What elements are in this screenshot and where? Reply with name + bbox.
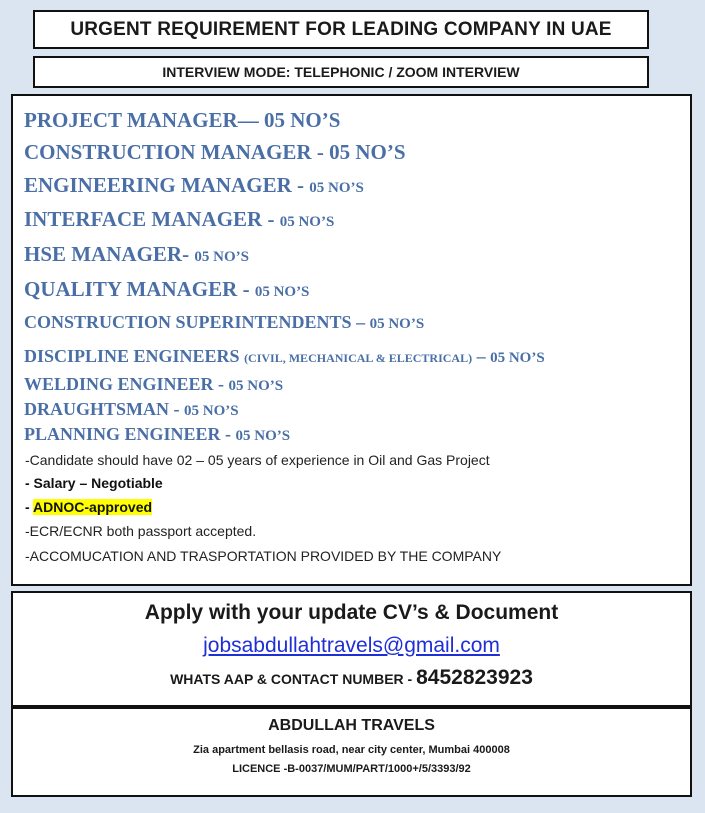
contact-line [13, 666, 690, 690]
note-experience: -Candidate should have 02 – 05 years of experience in Oil and Gas Project [25, 452, 490, 468]
company-licence: LICENCE -B-0037/MUM/PART/1000+/5/3393/92 [232, 763, 471, 775]
job-engineering-manager: ENGINEERING MANAGER - 05 NO’S [24, 173, 364, 197]
job-planning-engineer: PLANNING ENGINEER - 05 NO’S [24, 424, 291, 444]
note-adnoc: - ADNOC-approved [25, 499, 153, 515]
note-accommodation: -ACCOMUCATION AND TRASPORTATION PROVIDED BY THE COMPANY [25, 548, 502, 564]
contact-label: WHATS AAP & CONTACT NUMBER - [170, 671, 417, 687]
note-salary: - Salary – Negotiable [25, 475, 163, 491]
interview-mode: INTERVIEW MODE: TELEPHONIC / ZOOM INTERVIEW [162, 64, 520, 80]
adnoc-highlight: ADNOC-approved [33, 499, 153, 515]
company-address: Zia apartment bellasis road, near city center, Mumbai 400008 [193, 744, 510, 756]
job-construction-manager: CONSTRUCTION MANAGER - 05 NO’S [24, 140, 406, 164]
contact-number: 8452823923 [416, 666, 533, 689]
job-quality-manager: QUALITY MANAGER - 05 NO’S [24, 277, 310, 301]
page-title: URGENT REQUIREMENT FOR LEADING COMPANY IN UAE [70, 18, 612, 40]
interview-mode-banner [33, 56, 649, 88]
apply-heading: Apply with your update CV’s & Document [144, 601, 559, 624]
job-project-manager: PROJECT MANAGER— 05 NO’S [24, 108, 341, 132]
email-link[interactable]: jobsabdullahtravels@gmail.com [203, 634, 500, 657]
job-hse-manager: HSE MANAGER- 05 NO’S [24, 242, 249, 266]
title-banner [33, 10, 649, 49]
job-construction-superintendents: CONSTRUCTION SUPERINTENDENTS – 05 NO’S [24, 312, 425, 332]
jobs-panel [11, 94, 692, 586]
company-panel [11, 707, 692, 797]
job-draughtsman: DRAUGHTSMAN - 05 NO’S [24, 399, 239, 419]
company-name: ABDULLAH TRAVELS [268, 717, 435, 734]
job-discipline-engineers: DISCIPLINE ENGINEERS (CIVIL, MECHANICAL & ELECTRICAL) – 05 NO’S [24, 346, 545, 366]
apply-panel [11, 591, 692, 707]
job-welding-engineer: WELDING ENGINEER - 05 NO’S [24, 374, 284, 394]
note-passport: -ECR/ECNR both passport accepted. [25, 523, 257, 539]
job-interface-manager: INTERFACE MANAGER - 05 NO’S [24, 207, 335, 231]
